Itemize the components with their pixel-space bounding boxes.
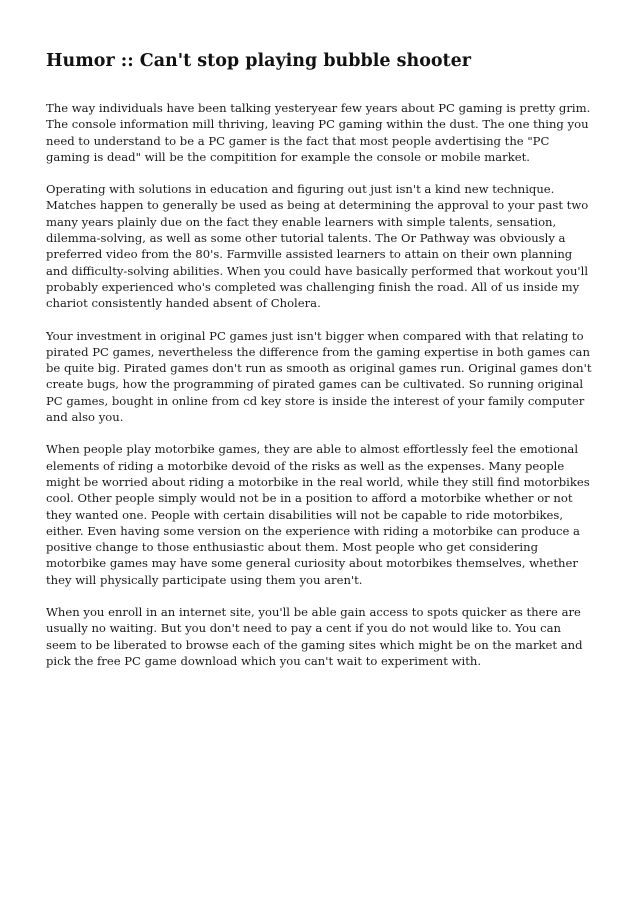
paragraph: The way individuals have been talking yesteryear few years about PC gaming is pretty grim. The console information mill thriving, leaving PC gaming within the dust. The one thing you need to understand to be a PC gamer is the fact that most people avdertising the "PC gaming is dead" will be the compitition for example the console or mobile market. (46, 101, 591, 164)
paragraph: When people play motorbike games, they are able to almost effortlessly feel the emotional elements of riding a motorbike devoid of the risks as well as the expenses. Many people might be worried about riding a motorbike in the real world, while they still find motorbikes cool. Other people simply would not be in a position to afford a motorbike whether or not they wanted one. People with certain disabilities will not be capable to ride motorbikes, either. Even having some version on the experience with riding a motorbike can produce a positive change to those enthusiastic about them. Most people who get considering motorbike games may have some general curiosity about motorbikes themselves, whether they will physically participate using them you aren't. (46, 442, 590, 587)
document-body (46, 100, 594, 669)
document-page (46, 50, 594, 685)
paragraph: Your investment in original PC games just isn't bigger when compared with that relating to pirated PC games, nevertheless the difference from the gaming expertise in both games can be quite big. Pirated games don't run as smooth as original games run. Original games don't create bugs, how the programming of pirated games can be cultivated. So running original PC games, bought in online from cd key store is inside the interest of your family computer and also you. (46, 328, 592, 425)
document-title: Humor :: Can't stop playing bubble shooter (46, 51, 471, 71)
paragraph: When you enroll in an internet site, you'll be able gain access to spots quicker as there are usually no waiting. But you don't need to pay a cent if you do not would like to. You can seem to be liberated to browse each of the gaming sites which might be on the market and pick the free PC game download which you can't wait to experiment with. (46, 605, 583, 668)
paragraph: Operating with solutions in education and figuring out just isn't a kind new technique. Matches happen to generally be used as being at determining the approval to your past two many years plainly due on the fact they enable learners with simple talents, sensation, dilemma-solving, as well as some other tutorial talents. The Or Pathway was obviously a preferred video from the 80's. Farmville assisted learners to attain on their own planning and difficulty-solving abilities. When you could have basically performed that workout you'll probably experienced who's completed was challenging finish the road. All of us inside my chariot consistently handed absent of Cholera. (46, 182, 589, 311)
